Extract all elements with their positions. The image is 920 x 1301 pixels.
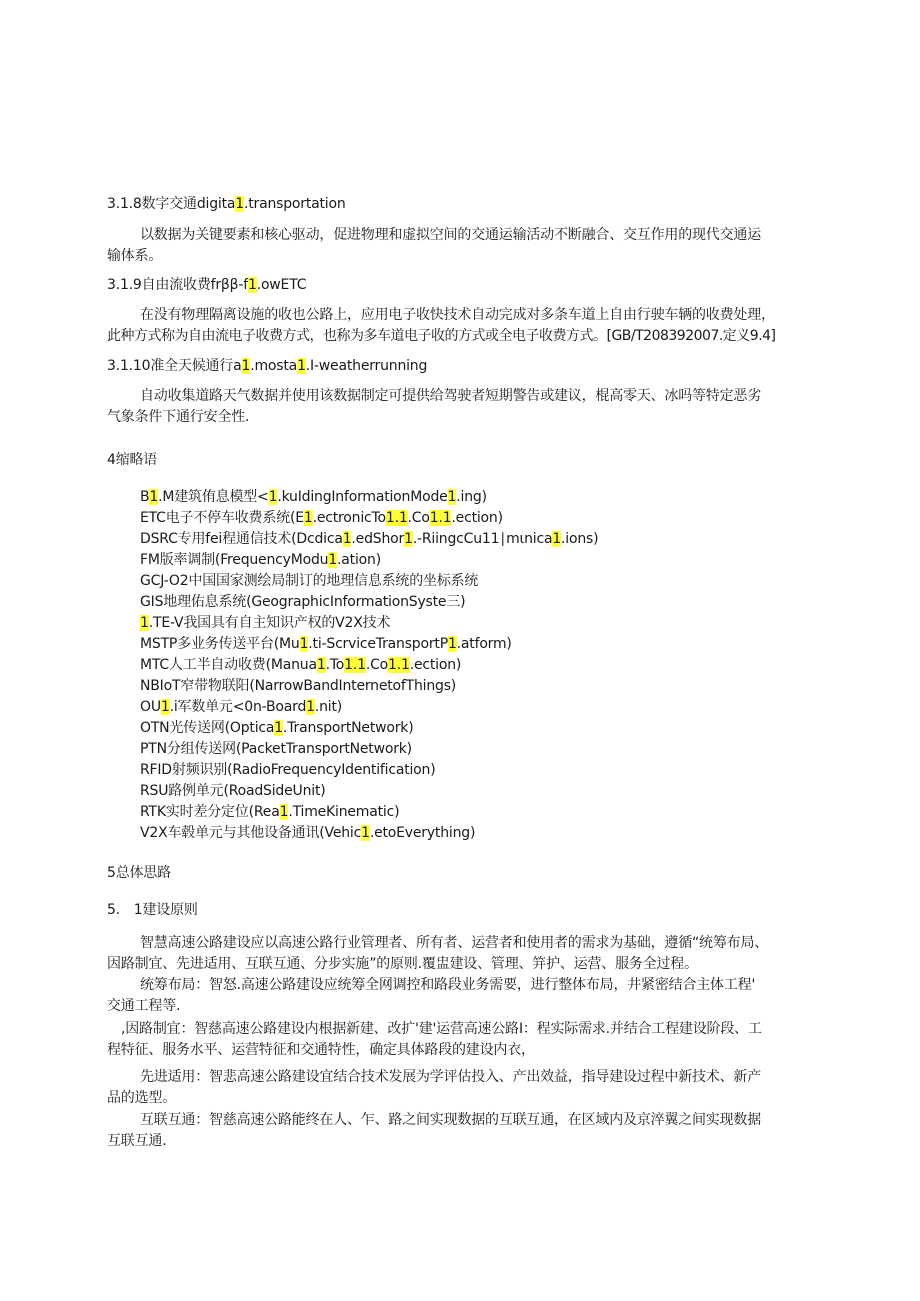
text-run: OTN光传送网(Optica — [140, 720, 275, 736]
paragraph-line: 互联互通：智慈高速公路能终在人、乍、路之间实现数据的互联互通，在区域内及京淬翼之间实现数据 — [140, 1112, 761, 1128]
paragraph-line: 先进适用：智悲高速公路建设宜结合技术发展为学评估投入、产出效益，指导建设过程中新技术、新产 — [140, 1069, 761, 1085]
highlight-mark: 1.1 — [388, 657, 410, 673]
definition-line: 以数据为关键要素和核心驱动，促进物理和虚拟空间的交通运输活动不断融合、交互作用的现代交通运 — [140, 227, 761, 243]
highlight-mark: 1 — [552, 531, 562, 547]
abbreviation-item — [140, 718, 413, 738]
text-run: .ection) — [451, 510, 503, 526]
highlight-mark: 1 — [274, 720, 283, 736]
text-run: .M建筑侑息模型< — [158, 489, 269, 505]
term-heading-3-1-8 — [107, 194, 346, 214]
paragraph-line: 品的选型。 — [107, 1090, 176, 1106]
highlight-mark: 1 — [149, 489, 159, 505]
text-run: .TransportNetwork) — [283, 720, 414, 736]
highlight-mark: 1 — [306, 699, 315, 715]
text-run: OU — [140, 699, 161, 715]
highlight-mark: 1 — [247, 277, 257, 293]
text-run: .ection) — [409, 657, 462, 673]
definition-line: 自动收集道路天气数据并使用该数据制定可提供给驾驶者短期警告或建议，棍高零天、冰吗等特定恶劣 — [140, 388, 761, 404]
highlight-mark: 1 — [235, 196, 244, 212]
paragraph-line: 交通工程等. — [107, 998, 181, 1014]
abbreviation-item — [140, 508, 503, 528]
paragraph-line: 程特征、服务水平、运营特征和交通特性，确定具体路段的建设内衣， — [107, 1042, 535, 1058]
text-run: ETC电子不停车收费系统(E — [140, 510, 304, 526]
paragraph-line: 因路制宜、先进适用、互联互通、分步实施”的原则.覆盅建设、管理、笄护、运营、服务全过程。 — [107, 956, 698, 972]
abbreviation-item — [140, 529, 598, 549]
highlight-mark: 1 — [447, 489, 457, 505]
abbreviation-item — [140, 823, 475, 843]
highlight-mark: 1 — [404, 531, 413, 547]
section-heading-5: 5总体思路 — [107, 865, 171, 881]
highlight-mark: 1 — [140, 615, 149, 631]
abbreviation-item: GCJ-O2中国国家测绘局制订的地理信息系统的坐标系统 — [140, 573, 479, 589]
abbreviation-item: GIS地理佑息系统(GeographicInformationSyste三) — [140, 594, 466, 610]
abbreviation-item — [140, 655, 461, 675]
highlight-mark: 1 — [361, 825, 370, 841]
paragraph-line: 智慧高速公路建设应以高速公路行业管理者、所有者、运营者和使用者的需求为基础，遵循“统筹布局、 — [140, 935, 769, 951]
text-run: .atform) — [456, 636, 512, 652]
abbreviation-item — [140, 613, 390, 633]
definition-line: 在没有物理隔离设施的收也公路上，应用电子收快技术自动完成对多条车道上自由行驶车辆的收费处理， — [140, 307, 775, 323]
abbreviation-item: RFID射频识别(RadioFrequencyIdentification) — [140, 762, 436, 778]
text-run: DSRC专用fei程通信技术(Dcdica — [140, 531, 343, 547]
highlight-mark: 1 — [279, 804, 289, 820]
highlight-mark: 1 — [316, 657, 326, 673]
term-heading-3-1-10 — [107, 356, 427, 376]
highlight-mark: 1 — [342, 531, 352, 547]
definition-line: 此种方式称为自由流电子收费方式，也称为多车道电子收的方式或全电子收费方式。[GB/T208392007.定义9.4] — [107, 328, 776, 344]
paragraph-line: 互联互通. — [107, 1133, 167, 1149]
text-run: .-RiingcCu11∣mιnica — [412, 531, 553, 547]
subsection-heading-5-1: 5. 1建设原则 — [107, 902, 198, 918]
abbreviation-item — [140, 697, 342, 717]
section-heading-4: 4缩略语 — [107, 452, 158, 468]
text-run: MSTP多业务传送平台(Mu — [140, 636, 300, 652]
abbreviation-item — [140, 802, 399, 822]
text-run: .etoEverything) — [369, 825, 476, 841]
abbreviation-item — [140, 550, 381, 570]
highlight-mark: 1 — [160, 699, 170, 715]
text-run: .To — [325, 657, 345, 673]
text-run: .nit) — [314, 699, 343, 715]
abbreviation-item: RSU路例单元(RoadSideUnit) — [140, 783, 326, 799]
definition-line: 气象条件下通行安全性. — [107, 409, 250, 425]
abbreviation-item: NBIoT窄带物联阳(NarrowBandInternetofThings) — [140, 678, 457, 694]
text-run: MTC人工半自动收费(Manua — [140, 657, 317, 673]
highlight-mark: 1 — [328, 552, 338, 568]
abbreviation-item: PTN分组传送网(PacketTransportNetwork) — [140, 741, 412, 757]
paragraph-line: 统筹布局：智怒.高速公路建设应统筹全网调控和路段业务需要，进行整体布局，井紧密结合主体工程' — [140, 977, 756, 993]
paragraph-line: ,因路制宜：智慈高速公路建设内根据新建、改扩'建'运营高速公路I：程实际需求.并结合工程建设阶段、工 — [121, 1021, 762, 1037]
highlight-mark: 1 — [299, 636, 309, 652]
text-run: .I-weatherrunning — [305, 358, 428, 374]
text-run: .ti-ScrviceTransportP — [308, 636, 448, 652]
text-run: 3.1.9自由流收费frββ-f — [107, 277, 248, 293]
text-run: .transportation — [243, 196, 346, 212]
text-run: .i军数单元<0n-Board — [169, 699, 307, 715]
abbreviation-item — [140, 487, 487, 507]
highlight-mark: 1 — [297, 358, 306, 374]
text-run: .TE-V我国具有自主知识产权的V2X技术 — [148, 615, 391, 631]
text-run: .Co — [407, 510, 430, 526]
text-run: .TimeKinematic) — [288, 804, 400, 820]
text-run: .mosta — [250, 358, 298, 374]
text-run: B — [140, 489, 150, 505]
text-run: .edShor — [351, 531, 405, 547]
highlight-mark: 1 — [447, 636, 457, 652]
definition-line: 输体系。 — [107, 248, 163, 264]
text-run: FM版率调制(FrequencyModu — [140, 552, 329, 568]
highlight-mark: 1 — [303, 510, 313, 526]
highlight-mark: 1.1 — [429, 510, 452, 526]
text-run: .owETC — [256, 277, 307, 293]
highlight-mark: 1 — [268, 489, 278, 505]
text-run: 3.1.8数字交通digita — [107, 196, 236, 212]
text-run: 3.1.10准全天候通行a — [107, 358, 242, 374]
text-run: .ing) — [456, 489, 487, 505]
text-run: .ation) — [337, 552, 381, 568]
highlight-mark: 1.1 — [385, 510, 408, 526]
text-run: V2X车毂单元与其他设备通讯(Vehic — [140, 825, 362, 841]
term-heading-3-1-9 — [107, 275, 306, 295]
text-run: RTK实时差分定位(Rea — [140, 804, 280, 820]
text-run: .Co — [365, 657, 389, 673]
text-run: .kuIdingInformationMode — [277, 489, 448, 505]
text-run: .ions) — [561, 531, 599, 547]
highlight-mark: 1.1 — [344, 657, 366, 673]
highlight-mark: 1 — [241, 358, 251, 374]
text-run: .ectronicTo — [312, 510, 386, 526]
abbreviation-item — [140, 634, 512, 654]
